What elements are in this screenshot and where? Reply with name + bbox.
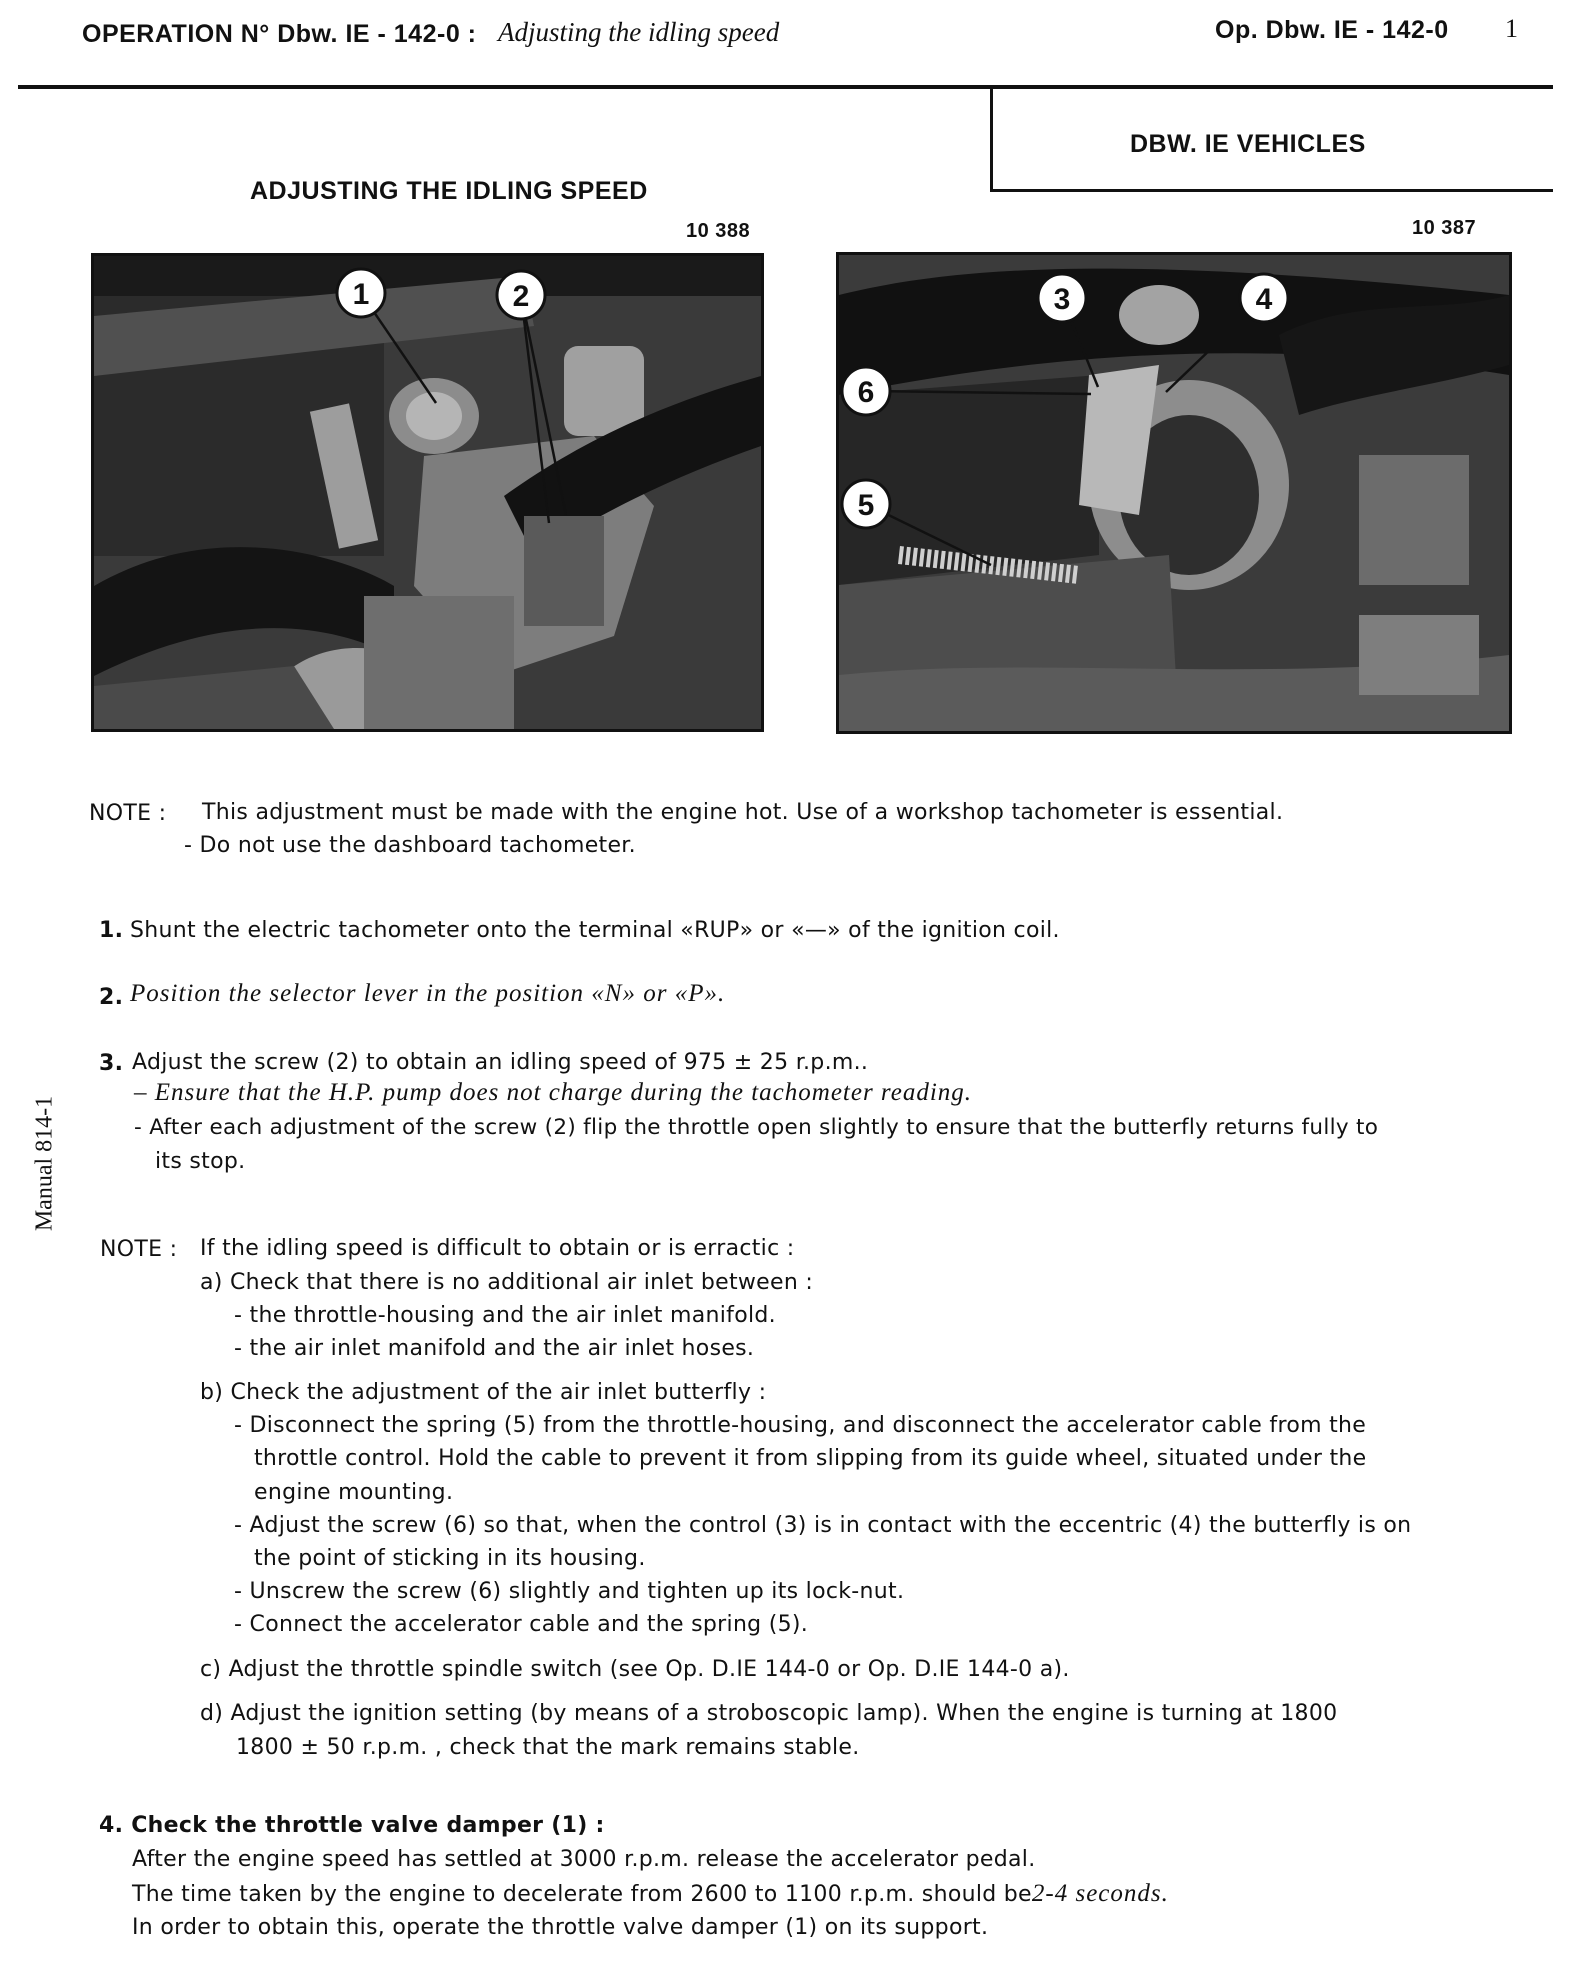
- step3-number: 3.: [99, 1051, 124, 1076]
- note2-item-b3: - Unscrew the screw (6) slightly and tighten up its lock-nut.: [234, 1579, 905, 1604]
- step3-sub2: - After each adjustment of the screw (2) flip the throttle open slightly to ensure that the butterfly returns fully to: [134, 1115, 1379, 1140]
- note2-item-b1-cont1: throttle control. Hold the cable to prevent it from slipping from its guide wheel, situated under the: [254, 1446, 1367, 1471]
- step2-text: Position the selector lever in the position «N» or «P».: [130, 980, 726, 1007]
- note1-line1: This adjustment must be made with the engine hot. Use of a workshop tachometer is essential.: [202, 800, 1284, 825]
- header-rule: [18, 85, 1553, 89]
- note1-label: NOTE :: [89, 801, 167, 826]
- step4-line2: [132, 1877, 1169, 1911]
- note1-line2: - Do not use the dashboard tachometer.: [184, 833, 636, 858]
- note2-item-b2-cont: the point of sticking in its housing.: [254, 1546, 646, 1571]
- step4-line3: In order to obtain this, operate the throttle valve damper (1) on its support.: [132, 1915, 989, 1940]
- section-title: ADJUSTING THE IDLING SPEED: [250, 177, 648, 205]
- step1-text: Shunt the electric tachometer onto the terminal «RUP» or «—» of the ignition coil.: [130, 918, 1060, 943]
- step4-line2-duration: 2-4 seconds.: [1031, 1880, 1169, 1907]
- note2-intro: If the idling speed is difficult to obtain or is erractic :: [200, 1236, 795, 1261]
- step4-line2-text: The time taken by the engine to decelerate from 2600 to 1100 r.p.m. should be: [132, 1882, 1032, 1907]
- callout-1-label: 1: [352, 278, 370, 311]
- callout-2-label: 2: [512, 280, 530, 313]
- note2-item-d-cont: 1800 ± 50 r.p.m. , check that the mark remains stable.: [236, 1735, 860, 1760]
- note2-item-b2: - Adjust the screw (6) so that, when the control (3) is in contact with the eccentric (4) the butterfly is on: [234, 1513, 1412, 1538]
- callout-6-label: 6: [857, 376, 875, 409]
- step2-number: 2.: [99, 985, 124, 1010]
- right-callouts: [836, 252, 1506, 728]
- note2-label: NOTE :: [100, 1237, 178, 1262]
- vehicle-box-border: [990, 89, 993, 192]
- step4-title: 4. Check the throttle valve damper (1) :: [99, 1813, 605, 1838]
- step3-sub1: – Ensure that the H.P. pump does not charge during the tachometer reading.: [134, 1079, 973, 1106]
- note2-item-a1: - the throttle-housing and the air inlet manifold.: [234, 1303, 776, 1328]
- note2-item-a2: - the air inlet manifold and the air inlet hoses.: [234, 1336, 755, 1361]
- operation-reference: Op. Dbw. IE - 142-0: [1215, 16, 1449, 44]
- note2-item-d: d) Adjust the ignition setting (by means of a stroboscopic lamp). When the engine is turning at 1800: [200, 1701, 1338, 1726]
- step1-number: 1.: [99, 918, 124, 943]
- note2-item-b: b) Check the adjustment of the air inlet butterfly :: [200, 1380, 767, 1405]
- step4-line1: After the engine speed has settled at 3000 r.p.m. release the accelerator pedal.: [132, 1847, 1036, 1872]
- operation-title: Adjusting the idling speed: [498, 17, 780, 47]
- note2-item-b4: - Connect the accelerator cable and the spring (5).: [234, 1612, 809, 1637]
- figure-ref-right: 10 387: [1412, 217, 1477, 239]
- figure-ref-left: 10 388: [686, 220, 751, 242]
- note2-item-a: a) Check that there is no additional air inlet between :: [200, 1270, 814, 1295]
- step3-text: Adjust the screw (2) to obtain an idling speed of 975 ± 25 r.p.m..: [132, 1050, 869, 1075]
- page-number: 1: [1505, 14, 1518, 43]
- manual-side-label: Manual 814-1: [31, 1095, 58, 1232]
- step3-sub2-cont: its stop.: [155, 1149, 246, 1174]
- vehicle-box-label: DBW. IE VEHICLES: [1130, 130, 1366, 158]
- note2-item-b1-cont2: engine mounting.: [254, 1480, 454, 1505]
- callout-5-label: 5: [857, 489, 875, 522]
- callout-4-label: 4: [1255, 283, 1273, 316]
- operation-number: OPERATION N° Dbw. IE - 142-0 :: [82, 20, 477, 48]
- left-callouts: [91, 253, 758, 726]
- note2-item-b1: - Disconnect the spring (5) from the throttle-housing, and disconnect the accelerator cable from the: [234, 1413, 1367, 1438]
- note2-item-c: c) Adjust the throttle spindle switch (see Op. D.IE 144-0 or Op. D.IE 144-0 a).: [200, 1657, 1070, 1682]
- callout-3-label: 3: [1053, 283, 1071, 316]
